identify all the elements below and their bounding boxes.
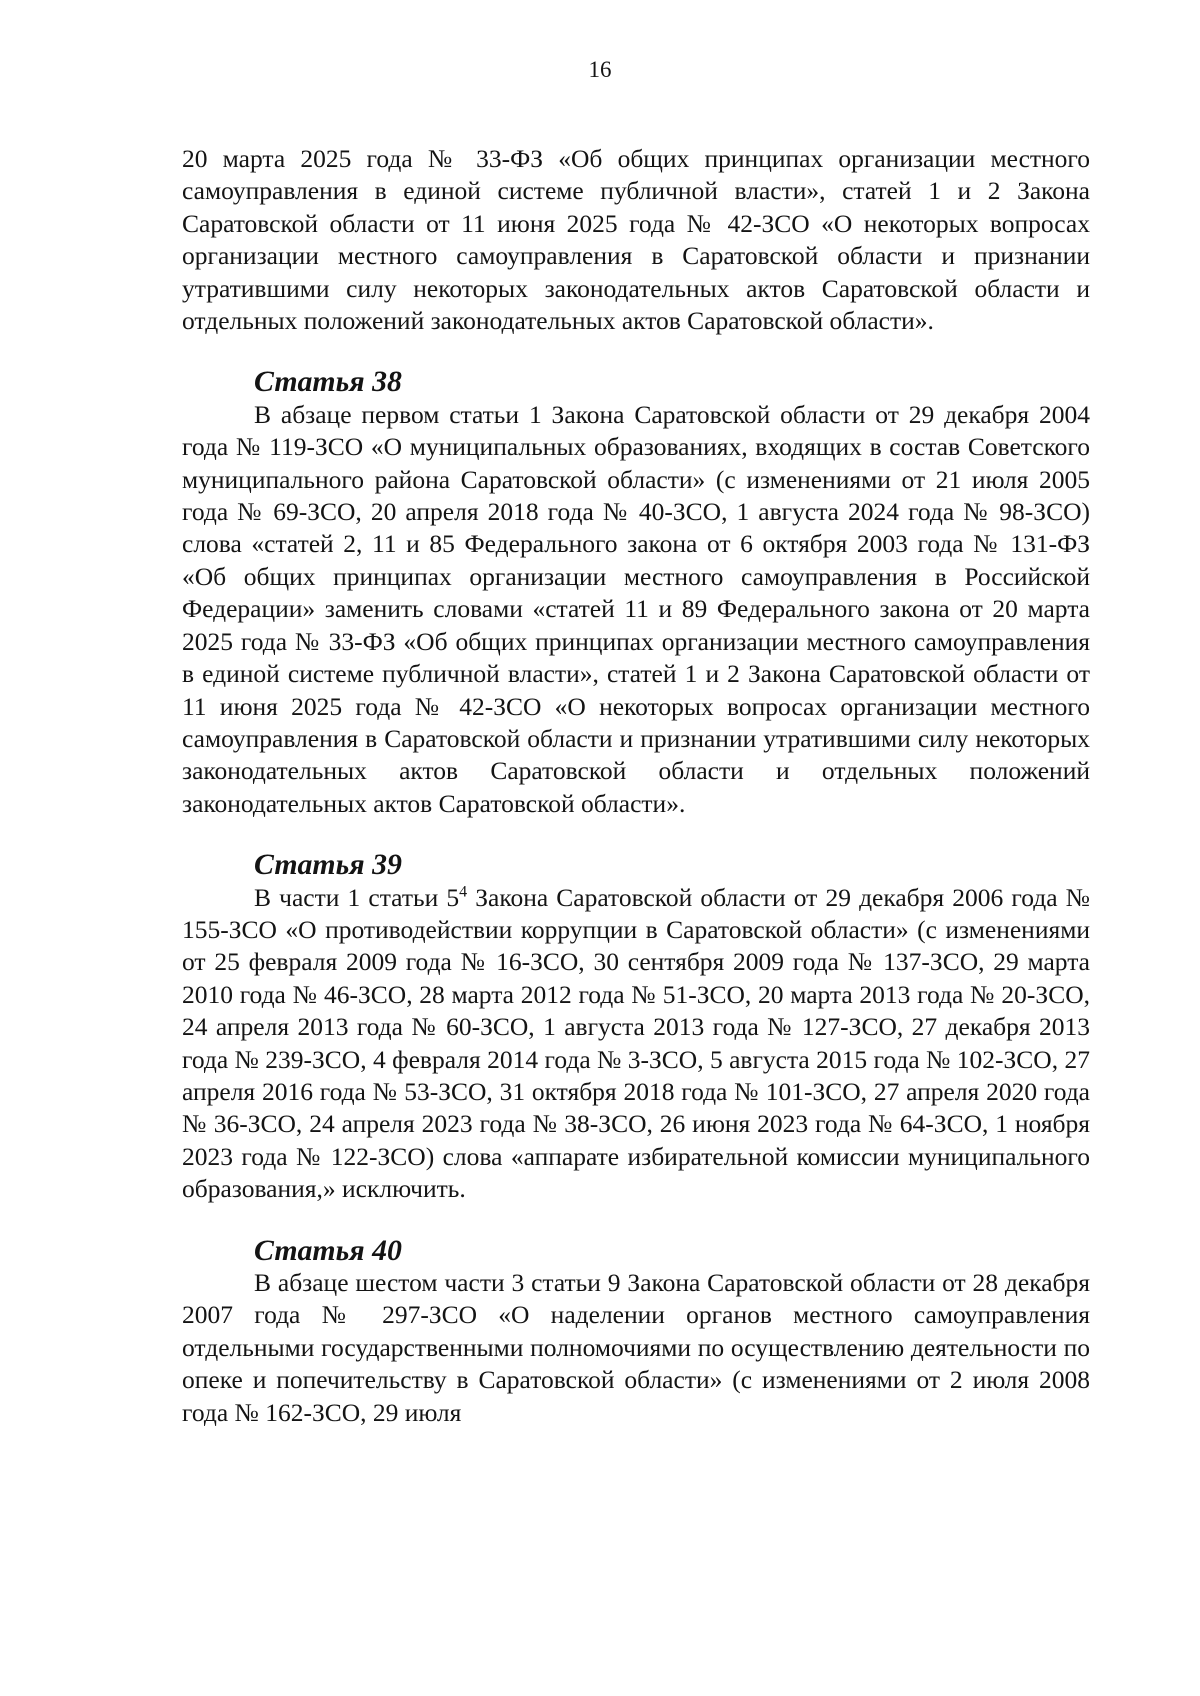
document-body xyxy=(182,143,1090,1429)
article-40 xyxy=(182,1235,1090,1429)
article-39 xyxy=(182,849,1090,1205)
page-number: 16 xyxy=(588,57,612,82)
article-38-title: Статья 38 xyxy=(254,365,402,399)
article-40-title: Статья 40 xyxy=(254,1233,402,1267)
article-39-title: Статья 39 xyxy=(254,848,402,882)
article-39-text-start: В части 1 статьи 5 xyxy=(254,882,460,912)
article-38 xyxy=(182,366,1090,820)
article-39-text xyxy=(182,882,1090,1206)
intro-paragraph: 20 марта 2025 года № 33-ФЗ «Об общих принципах организации местного самоуправления в единой системе публичной власти», статей 1 и 2 Закона Саратовской области от 11 июня 2025 года № 42-ЗСО «О некоторых вопросах организации местного самоуправления в Саратовской области и признании утратившими силу некоторых законодательных актов Саратовской области и отдельных положений законодательных актов Саратовской области». xyxy=(182,144,1090,336)
article-39-superscript: 4 xyxy=(459,883,468,901)
article-40-text: В абзаце шестом части 3 статьи 9 Закона Саратовской области от 28 декабря 2007 года № 297-ЗСО «О наделении органов местного самоуправления отдельными государственными полномочиями по осуществлению деятельности по опеке и попечительству в Саратовской области» (с изменениями от 2 июля 2008 года № 162-ЗСО, 29 июля xyxy=(182,1268,1090,1427)
article-38-text: В абзаце первом статьи 1 Закона Саратовской области от 29 декабря 2004 года № 119-ЗСО «О муниципальных образованиях, входящих в состав Советского муниципального района Саратовской области» (с изменениями от 21 июля 2005 года № 69-ЗСО, 20 апреля 2018 года № 40-ЗСО, 1 августа 2024 года № 98-ЗСО) слова «статей 2, 11 и 85 Федерального закона от 6 октября 2003 года № 131-ФЗ «Об общих принципах организации местного самоуправления в Российской Федерации» заменить словами «статей 11 и 89 Федерального закона от 20 марта 2025 года № 33-ФЗ «Об общих принципах организации местного самоуправления в единой системе публичной власти», статей 1 и 2 Закона Саратовской области от 11 июня 2025 года № 42-ЗСО «О некоторых вопросах организации местного самоуправления в Саратовской области и признании утратившими силу некоторых законодательных актов Саратовской области и отдельных положений законодательных актов Саратовской области». xyxy=(182,399,1090,818)
article-39-text-rest: Закона Саратовской области от 29 декабря 2006 года № 155-ЗСО «О противодействии коррупции в Саратовской области» (с изменениями от 25 февраля 2009 года № 16-ЗСО, 30 сентября 2009 года № 137-ЗСО, 29 марта 2010 года № 46-ЗСО, 28 марта 2012 года № 51-ЗСО, 20 марта 2013 года № 20-ЗСО, 24 апреля 2013 года № 60-ЗСО, 1 августа 2013 года № 127-ЗСО, 27 декабря 2013 года № 239-ЗСО, 4 февраля 2014 года № 3-ЗСО, 5 августа 2015 года № 102-ЗСО, 27 апреля 2016 года № 53-ЗСО, 31 октября 2018 года № 101-ЗСО, 27 апреля 2020 года № 36-ЗСО, 24 апреля 2023 года № 38-ЗСО, 26 июня 2023 года № 64-ЗСО, 1 ноября 2023 года № 122-ЗСО) слова «аппарате избирательной комиссии муниципального образования,» исключить. xyxy=(182,882,1090,1204)
